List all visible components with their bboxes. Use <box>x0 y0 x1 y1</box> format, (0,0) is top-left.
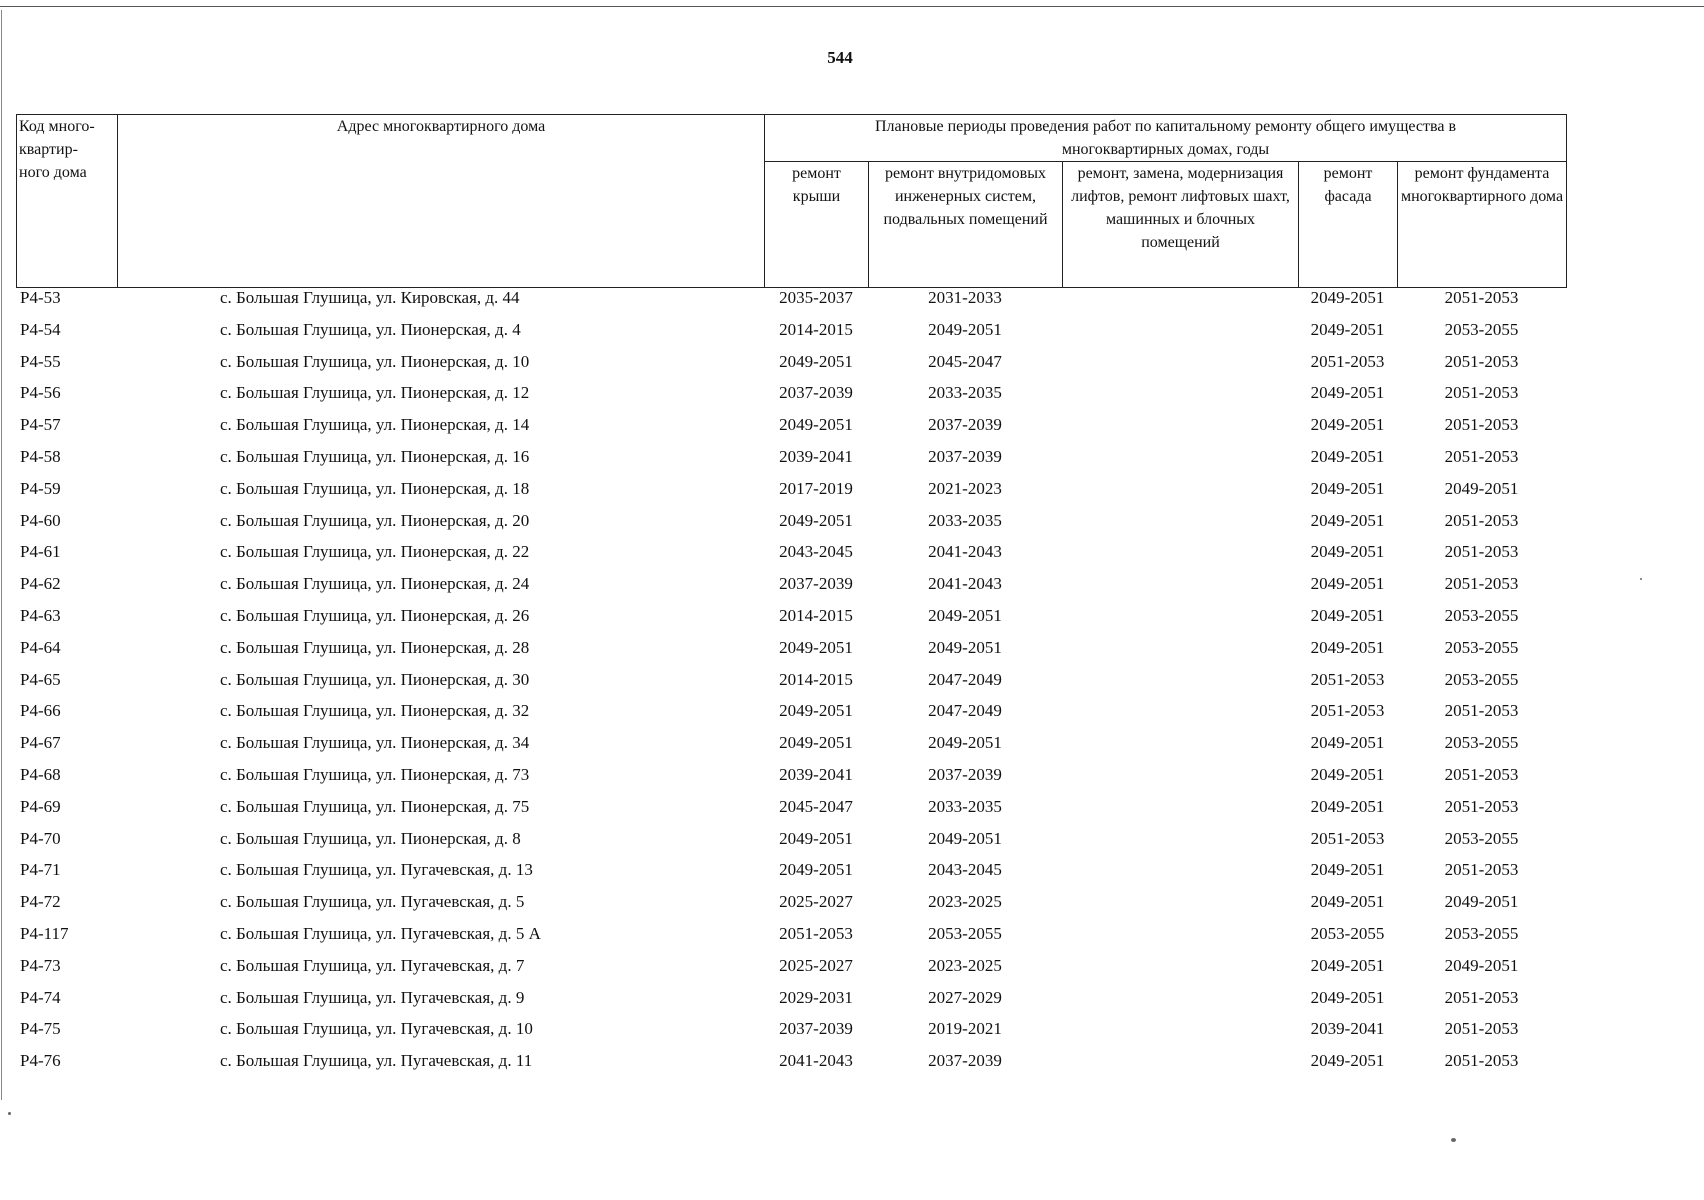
row-address: с. Большая Глушица, ул. Пионерская, д. 75 <box>220 796 530 816</box>
row-roof: 2029-2031 <box>779 987 853 1007</box>
row-systems: 2049-2051 <box>928 637 1002 657</box>
row-foundation: 2051-2053 <box>1444 510 1519 530</box>
row-code: Р4-67 <box>20 733 61 753</box>
row-lifts <box>1062 956 1298 988</box>
row-facade: 2039-2041 <box>1310 1019 1385 1039</box>
row-lifts <box>1062 988 1298 1020</box>
row-code: Р4-59 <box>20 478 61 498</box>
row-address: с. Большая Глушица, ул. Пионерская, д. 22 <box>220 542 530 562</box>
row-roof: 2014-2015 <box>779 605 853 625</box>
row-foundation: 2053-2055 <box>1444 605 1519 625</box>
table-row <box>16 670 1566 702</box>
row-foundation: 2051-2053 <box>1444 987 1519 1007</box>
row-lifts <box>1062 829 1298 861</box>
header-systems: ремонт внутридомовых инженерных систем, подвальных помещений <box>869 162 1063 288</box>
row-code: Р4-63 <box>20 605 61 625</box>
row-code: Р4-62 <box>20 574 61 594</box>
row-facade: 2051-2053 <box>1310 351 1385 371</box>
header-facade: ремонт фасада <box>1299 162 1398 288</box>
row-code: Р4-71 <box>20 860 61 880</box>
row-lifts <box>1062 860 1298 892</box>
row-code: Р4-64 <box>20 637 61 657</box>
row-code: Р4-70 <box>20 828 61 848</box>
row-roof: 2025-2027 <box>779 892 853 912</box>
row-facade: 2049-2051 <box>1310 446 1385 466</box>
row-facade: 2049-2051 <box>1310 542 1385 562</box>
row-code: Р4-66 <box>20 701 61 721</box>
row-foundation: 2051-2053 <box>1444 796 1519 816</box>
row-systems: 2049-2051 <box>928 828 1002 848</box>
row-address: с. Большая Глушица, ул. Пионерская, д. 73 <box>220 764 530 784</box>
row-systems: 2037-2039 <box>928 764 1002 784</box>
row-systems: 2045-2047 <box>928 351 1002 371</box>
row-code: Р4-53 <box>20 288 61 307</box>
row-lifts <box>1062 892 1298 924</box>
row-address: с. Большая Глушица, ул. Пионерская, д. 18 <box>220 478 530 498</box>
header-periods-group: Плановые периоды проведения работ по капитальному ремонту общего имущества в многоквартирных домах, годы <box>765 115 1567 162</box>
row-facade: 2049-2051 <box>1310 478 1385 498</box>
row-facade: 2049-2051 <box>1310 383 1385 403</box>
row-code: Р4-68 <box>20 764 61 784</box>
row-code: Р4-58 <box>20 446 61 466</box>
row-foundation: 2051-2053 <box>1444 288 1519 307</box>
row-facade: 2049-2051 <box>1310 415 1385 435</box>
scan-edge-left <box>1 10 2 1100</box>
row-systems: 2049-2051 <box>928 733 1002 753</box>
row-address: с. Большая Глушица, ул. Пугачевская, д. 11 <box>220 1051 533 1071</box>
header-roof: ремонт крыши <box>765 162 869 288</box>
row-systems: 2047-2049 <box>928 701 1002 721</box>
row-roof: 2051-2053 <box>779 923 853 943</box>
row-code: Р4-56 <box>20 383 61 403</box>
row-facade: 2049-2051 <box>1310 319 1385 339</box>
row-lifts <box>1062 352 1298 384</box>
table-row <box>16 352 1566 384</box>
row-facade: 2049-2051 <box>1310 605 1385 625</box>
table-row <box>16 924 1566 956</box>
row-code: Р4-54 <box>20 319 61 339</box>
table-row <box>16 860 1566 892</box>
row-roof: 2039-2041 <box>779 764 853 784</box>
row-lifts <box>1062 574 1298 606</box>
scan-speck <box>8 1112 11 1115</box>
row-foundation: 2053-2055 <box>1444 828 1519 848</box>
row-facade: 2049-2051 <box>1310 637 1385 657</box>
header-address: Адрес многоквартирного дома <box>118 115 765 288</box>
row-facade: 2049-2051 <box>1310 1051 1385 1071</box>
scan-edge-top <box>0 6 1704 7</box>
row-foundation: 2051-2053 <box>1444 1051 1519 1071</box>
scan-speck <box>1451 1138 1456 1142</box>
row-foundation: 2051-2053 <box>1444 764 1519 784</box>
row-address: с. Большая Глушица, ул. Пионерская, д. 20 <box>220 510 530 530</box>
row-lifts <box>1062 606 1298 638</box>
table-row <box>16 383 1566 415</box>
row-roof: 2049-2051 <box>779 828 853 848</box>
row-code: Р4-61 <box>20 542 61 562</box>
row-address: с. Большая Глушица, ул. Пионерская, д. 32 <box>220 701 530 721</box>
row-roof: 2017-2019 <box>779 478 853 498</box>
row-roof: 2049-2051 <box>779 860 853 880</box>
row-systems: 2037-2039 <box>928 1051 1002 1071</box>
table-row <box>16 988 1566 1020</box>
row-code: Р4-74 <box>20 987 61 1007</box>
row-code: Р4-73 <box>20 955 61 975</box>
header-lifts: ремонт, замена, модернизация лифтов, ремонт лифтовых шахт, машинных и блочных помещений <box>1063 162 1299 288</box>
row-lifts <box>1062 1051 1298 1083</box>
row-roof: 2049-2051 <box>779 637 853 657</box>
row-foundation: 2051-2053 <box>1444 701 1519 721</box>
table-row <box>16 701 1566 733</box>
row-systems: 2041-2043 <box>928 542 1002 562</box>
row-roof: 2025-2027 <box>779 955 853 975</box>
row-code: Р4-72 <box>20 892 61 912</box>
row-lifts <box>1062 415 1298 447</box>
row-address: с. Большая Глушица, ул. Пионерская, д. 14 <box>220 415 530 435</box>
table-row <box>16 1051 1566 1083</box>
row-facade: 2049-2051 <box>1310 955 1385 975</box>
row-lifts <box>1062 479 1298 511</box>
table-row <box>16 638 1566 670</box>
row-lifts <box>1062 320 1298 352</box>
row-roof: 2049-2051 <box>779 733 853 753</box>
row-lifts <box>1062 701 1298 733</box>
row-facade: 2049-2051 <box>1310 288 1385 307</box>
row-address: с. Большая Глушица, ул. Пугачевская, д. 7 <box>220 955 525 975</box>
row-roof: 2049-2051 <box>779 351 853 371</box>
row-address: с. Большая Глушица, ул. Пугачевская, д. 5 А <box>220 923 541 943</box>
row-lifts <box>1062 383 1298 415</box>
row-lifts <box>1062 924 1298 956</box>
row-roof: 2014-2015 <box>779 669 853 689</box>
table-row <box>16 511 1566 543</box>
row-systems: 2049-2051 <box>928 319 1002 339</box>
row-foundation: 2049-2051 <box>1444 892 1519 912</box>
row-foundation: 2053-2055 <box>1444 923 1519 943</box>
row-code: Р4-75 <box>20 1019 61 1039</box>
row-foundation: 2051-2053 <box>1444 351 1519 371</box>
table-header <box>16 114 1567 288</box>
row-address: с. Большая Глушица, ул. Пугачевская, д. 5 <box>220 892 525 912</box>
row-facade: 2049-2051 <box>1310 733 1385 753</box>
table-row <box>16 479 1566 511</box>
scan-speck <box>1640 578 1642 580</box>
row-systems: 2031-2033 <box>928 288 1002 307</box>
row-roof: 2049-2051 <box>779 415 853 435</box>
row-foundation: 2051-2053 <box>1444 1019 1519 1039</box>
row-systems: 2027-2029 <box>928 987 1002 1007</box>
row-roof: 2049-2051 <box>779 701 853 721</box>
table-row <box>16 1019 1566 1051</box>
row-roof: 2043-2045 <box>779 542 853 562</box>
row-roof: 2037-2039 <box>779 383 853 403</box>
row-roof: 2041-2043 <box>779 1051 853 1071</box>
row-foundation: 2053-2055 <box>1444 669 1519 689</box>
row-foundation: 2053-2055 <box>1444 733 1519 753</box>
row-foundation: 2051-2053 <box>1444 574 1519 594</box>
table-row <box>16 574 1566 606</box>
row-code: Р4-60 <box>20 510 61 530</box>
row-lifts <box>1062 511 1298 543</box>
row-systems: 2041-2043 <box>928 574 1002 594</box>
table-body <box>16 288 1566 1083</box>
row-address: с. Большая Глушица, ул. Пионерская, д. 16 <box>220 446 530 466</box>
row-lifts <box>1062 638 1298 670</box>
row-address: с. Большая Глушица, ул. Пионерская, д. 34 <box>220 733 530 753</box>
row-lifts <box>1062 733 1298 765</box>
row-lifts <box>1062 797 1298 829</box>
page-number: 544 <box>827 48 853 67</box>
row-systems: 2033-2035 <box>928 510 1002 530</box>
row-address: с. Большая Глушица, ул. Пионерская, д. 8 <box>220 828 521 848</box>
row-systems: 2023-2025 <box>928 955 1002 975</box>
row-systems: 2043-2045 <box>928 860 1002 880</box>
table-row <box>16 288 1566 320</box>
header-code: Код много- квартир- ного дома <box>17 115 118 288</box>
row-systems: 2033-2035 <box>928 796 1002 816</box>
row-lifts <box>1062 1019 1298 1051</box>
row-foundation: 2053-2055 <box>1444 637 1519 657</box>
row-roof: 2037-2039 <box>779 1019 853 1039</box>
table-row <box>16 892 1566 924</box>
row-roof: 2049-2051 <box>779 510 853 530</box>
row-address: с. Большая Глушица, ул. Пионерская, д. 30 <box>220 669 530 689</box>
table-row <box>16 956 1566 988</box>
row-code: Р4-57 <box>20 415 61 435</box>
table-row <box>16 797 1566 829</box>
row-systems: 2047-2049 <box>928 669 1002 689</box>
row-facade: 2049-2051 <box>1310 987 1385 1007</box>
row-address: с. Большая Глушица, ул. Пионерская, д. 28 <box>220 637 530 657</box>
row-address: с. Большая Глушица, ул. Пионерская, д. 26 <box>220 605 530 625</box>
row-foundation: 2051-2053 <box>1444 860 1519 880</box>
row-foundation: 2051-2053 <box>1444 415 1519 435</box>
table-row <box>16 765 1566 797</box>
row-code: Р4-65 <box>20 669 61 689</box>
row-facade: 2049-2051 <box>1310 510 1385 530</box>
row-address: с. Большая Глушица, ул. Пионерская, д. 24 <box>220 574 530 594</box>
row-systems: 2049-2051 <box>928 605 1002 625</box>
table-row <box>16 447 1566 479</box>
row-roof: 2039-2041 <box>779 446 853 466</box>
row-lifts <box>1062 542 1298 574</box>
row-lifts <box>1062 670 1298 702</box>
row-systems: 2021-2023 <box>928 478 1002 498</box>
header-foundation: ремонт фундамента многоквартирного дома <box>1398 162 1567 288</box>
row-facade: 2049-2051 <box>1310 892 1385 912</box>
row-foundation: 2053-2055 <box>1444 319 1519 339</box>
row-facade: 2049-2051 <box>1310 796 1385 816</box>
table-row <box>16 829 1566 861</box>
row-foundation: 2049-2051 <box>1444 955 1519 975</box>
row-code: Р4-76 <box>20 1051 61 1071</box>
row-code: Р4-69 <box>20 796 61 816</box>
table-row <box>16 415 1566 447</box>
row-facade: 2049-2051 <box>1310 860 1385 880</box>
row-facade: 2049-2051 <box>1310 574 1385 594</box>
row-code: Р4-117 <box>20 923 69 943</box>
row-address: с. Большая Глушица, ул. Пугачевская, д. 13 <box>220 860 533 880</box>
row-address: с. Большая Глушица, ул. Пионерская, д. 4 <box>220 319 521 339</box>
row-foundation: 2051-2053 <box>1444 446 1519 466</box>
row-systems: 2033-2035 <box>928 383 1002 403</box>
table-row <box>16 542 1566 574</box>
row-facade: 2053-2055 <box>1310 923 1385 943</box>
row-systems: 2053-2055 <box>928 923 1002 943</box>
row-address: с. Большая Глушица, ул. Пугачевская, д. 9 <box>220 987 525 1007</box>
row-foundation: 2049-2051 <box>1444 478 1519 498</box>
row-facade: 2051-2053 <box>1310 701 1385 721</box>
row-roof: 2037-2039 <box>779 574 853 594</box>
row-facade: 2049-2051 <box>1310 764 1385 784</box>
row-lifts <box>1062 447 1298 479</box>
row-facade: 2051-2053 <box>1310 669 1385 689</box>
row-systems: 2019-2021 <box>928 1019 1002 1039</box>
row-address: с. Большая Глушица, ул. Пугачевская, д. 10 <box>220 1019 533 1039</box>
row-facade: 2051-2053 <box>1310 828 1385 848</box>
row-address: с. Большая Глушица, ул. Кировская, д. 44 <box>220 288 520 307</box>
row-lifts <box>1062 765 1298 797</box>
row-address: с. Большая Глушица, ул. Пионерская, д. 10 <box>220 351 530 371</box>
row-code: Р4-55 <box>20 351 61 371</box>
row-roof: 2035-2037 <box>779 288 853 307</box>
row-roof: 2045-2047 <box>779 796 853 816</box>
table-row <box>16 606 1566 638</box>
table-row <box>16 733 1566 765</box>
row-address: с. Большая Глушица, ул. Пионерская, д. 12 <box>220 383 530 403</box>
row-systems: 2037-2039 <box>928 415 1002 435</box>
row-lifts <box>1062 288 1298 320</box>
row-systems: 2023-2025 <box>928 892 1002 912</box>
row-systems: 2037-2039 <box>928 446 1002 466</box>
row-foundation: 2051-2053 <box>1444 542 1519 562</box>
table-row <box>16 320 1566 352</box>
row-roof: 2014-2015 <box>779 319 853 339</box>
row-foundation: 2051-2053 <box>1444 383 1519 403</box>
